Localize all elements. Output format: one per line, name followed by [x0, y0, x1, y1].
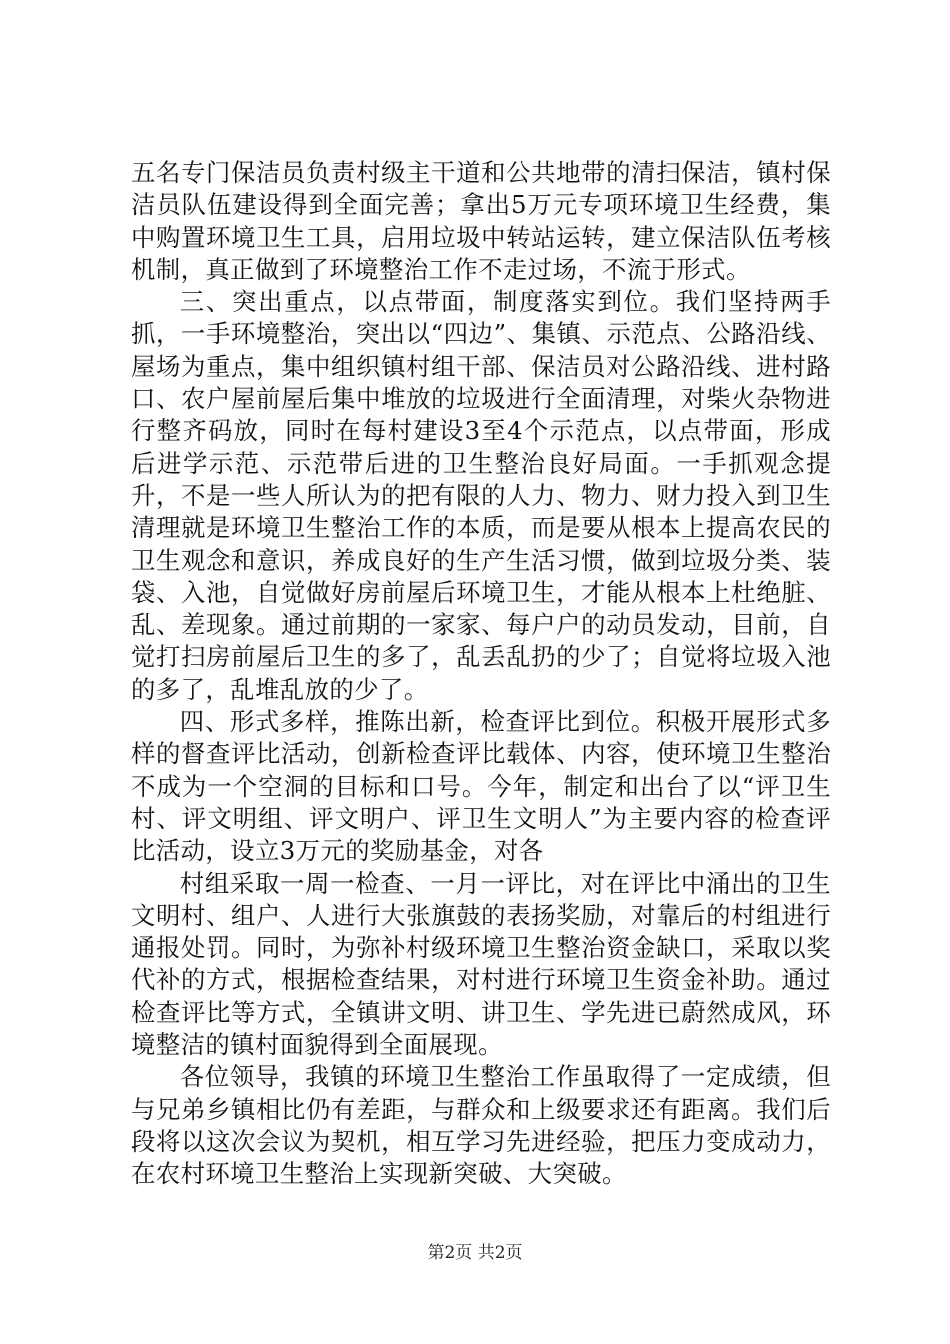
paragraph-1: 五名专门保洁员负责村级主干道和公共地带的清扫保洁，镇村保洁员队伍建设得到全面完善；拿出5万元专项环境卫生经费，集中购置环境卫生工具，启用垃圾中转站运转，建立保洁队伍考核机制，真正做到了环境整治工作不走过场，不流于形式。: [131, 158, 831, 284]
paragraph-3: 四、形式多样，推陈出新，检查评比到位。积极开展形式多样的督查评比活动，创新检查评比载体、内容，使环境卫生整治不成为一个空洞的目标和口号。今年，制定和出台了以“评卫生村、评文明组、评文明户、评卫生文明人”为主要内容的检查评比活动，设立3万元的奖励基金，对各: [131, 707, 831, 866]
paragraph-4: 村组采取一周一检查、一月一评比，对在评比中涌出的卫生文明村、组户、人进行大张旗鼓的表扬奖励，对靠后的村组进行通报处罚。同时，为弥补村级环境卫生整治资金缺口，采取以奖代补的方式，根据检查结果，对村进行环境卫生资金补助。通过检查评比等方式，全镇讲文明、讲卫生、学先进已蔚然成风，环境整洁的镇村面貌得到全面展现。: [131, 868, 831, 1060]
paragraph-2: 三、突出重点，以点带面，制度落实到位。我们坚持两手抓，一手环境整治，突出以“四边”、集镇、示范点、公路沿线、屋场为重点，集中组织镇村组干部、保洁员对公路沿线、进村路口、农户屋前屋后集中堆放的垃圾进行全面清理，对柴火杂物进行整齐码放，同时在每村建设3至4个示范点，以点带面，形成后进学示范、示范带后进的卫生整治良好局面。一手抓观念提升，不是一些人所认为的把有限的人力、物力、财力投入到卫生清理就是环境卫生整治工作的本质，而是要从根本上提高农民的卫生观念和意识，养成良好的生产生活习惯，做到垃圾分类、装袋、入池，自觉做好房前屋后环境卫生，才能从根本上杜绝脏、乱、差现象。通过前期的一家家、每户户的动员发动，目前，自觉打扫房前屋后卫生的多了，乱丢乱扔的少了；自觉将垃圾入池的多了，乱堆乱放的少了。: [131, 287, 831, 704]
paragraph-5: 各位领导，我镇的环境卫生整治工作虽取得了一定成绩，但与兄弟乡镇相比仍有差距，与群众和上级要求还有距离。我们后段将以这次会议为契机，相互学习先进经验，把压力变成动力，在农村环境卫生整治上实现新突破、大突破。: [131, 1062, 831, 1189]
page-number-footer: 第2页 共2页: [427, 1243, 523, 1263]
document-body: [131, 157, 831, 1191]
